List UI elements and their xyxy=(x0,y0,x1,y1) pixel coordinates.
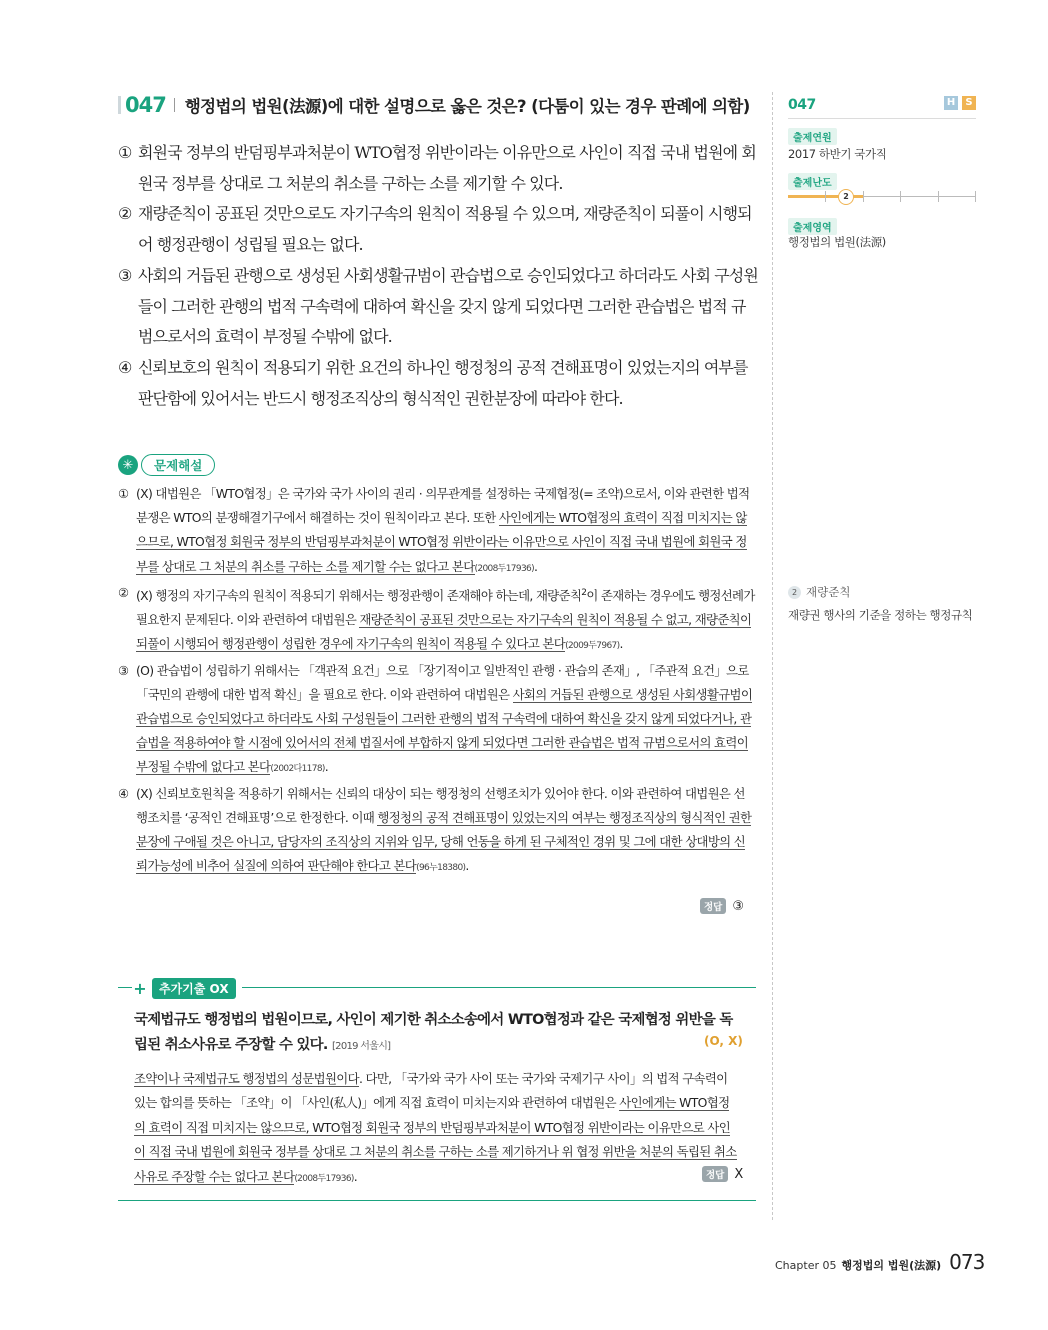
choice-text: 사회의 거듭된 관행으로 생성된 사회생활규범이 관습법으로 승인되었다고 하더라도 사회 구성원들이 그러한 관행의 법적 구속력에 대하여 확신을 갖지 않게 되었다면 그러한 관습법은 법적 규범으로서의 효력이 부정될 수밖에 없다. xyxy=(138,265,758,347)
choice-item xyxy=(118,138,758,199)
side-header-rule xyxy=(788,118,976,119)
choice-item xyxy=(118,353,758,414)
choice-number: ② xyxy=(118,204,132,224)
explanation-header xyxy=(118,454,215,476)
explanation-number: ② xyxy=(118,584,129,600)
side-question-number: 047 xyxy=(788,97,816,113)
extra-answer-value: X xyxy=(734,1166,744,1182)
text-segment: . xyxy=(353,1168,358,1184)
chapter-title: 행정법의 법원(法源) xyxy=(841,1259,942,1272)
difficulty-tick xyxy=(938,191,939,202)
text-segment: 재량준칙이 공표된 것만으로는 자기구속의 원칙이 적용될 수 없고, 재량준칙이 되풀이 시행되어 행정관행이 성립한 경우에 자기구속의 원칙이 적용될 수 있다고 본다 xyxy=(136,612,752,652)
extra-label: 추가기출 OX xyxy=(152,978,236,999)
explanation-text xyxy=(136,659,756,782)
area-block xyxy=(788,216,837,235)
text-segment: 조약이나 국제법규도 행정법의 성문법원이다 xyxy=(134,1071,359,1086)
sparkle-icon: ✳ xyxy=(118,455,138,475)
note-title: 재량준칙 xyxy=(806,585,851,599)
text-segment: (X) 대법원은 「WTO협정」은 국가와 국가 사이의 권리 · 의무관계를 설정하는 국제협정(= 조약)으로서, 이와 관련한 법적 분쟁은 WTO의 분쟁해결기구에서 해결하는 것이 원칙이라고 본다. 또한 xyxy=(136,486,750,526)
text-segment: (X) 행정의 자기구속의 원칙이 적용되기 위해서는 행정관행이 존재해야 하는데, 재량준칙 xyxy=(136,587,582,603)
ox-mark: (O, X) xyxy=(704,1034,743,1048)
answer-row xyxy=(700,898,744,914)
header-bar xyxy=(118,96,121,114)
explanation-text xyxy=(136,482,756,581)
origin-block xyxy=(788,126,837,145)
difficulty-tick xyxy=(975,191,976,202)
text-segment: . xyxy=(619,636,623,652)
extra-header xyxy=(132,978,242,999)
text-segment: (X) 신뢰보호원칙을 적용하기 위해서는 신뢰의 대상이 되는 행정청의 선행조치가 있어야 한다. 이와 관련하여 대법원은 선행조치를 ‘공적인 견해표명’으로 한정한다. 이때 xyxy=(136,785,745,825)
answer-tag: 정답 xyxy=(700,898,726,914)
header-separator xyxy=(174,98,175,112)
explanation-list xyxy=(118,482,756,880)
text-segment: . 다만, 「국가와 국가 사이 또는 국가와 국제기구 사이」의 법적 구속력이 있는 합의를 뜻하는 「조약」이 「사인(私人)」에게 직접 효력이 미치는지와 관련하여 대법원은 xyxy=(134,1071,728,1111)
explanation-item xyxy=(118,581,756,659)
extra-answer-text xyxy=(134,1067,740,1191)
question-header xyxy=(118,92,758,118)
footnote-ref: 2 xyxy=(581,587,587,598)
text-segment: . xyxy=(324,759,329,775)
choice-text: 회원국 정부의 반덤핑부과처분이 WTO협정 위반이라는 이유만으로 사인이 직접 국내 법원에 회원국 정부를 상대로 그 처분의 취소를 구하는 소를 제기할 수 있다. xyxy=(138,143,756,193)
explanation-item xyxy=(118,659,756,782)
explanation-number: ④ xyxy=(118,785,129,801)
question-title: 행정법의 법원(法源)에 대한 설명으로 옳은 것은? (다툼이 있는 경우 판례에 의함) xyxy=(184,97,750,116)
choice-number: ④ xyxy=(118,357,132,377)
column-divider xyxy=(772,92,773,1220)
chapter-number: Chapter 05 xyxy=(775,1259,837,1272)
note-number: 2 xyxy=(788,586,801,599)
origin-label: 출제연원 xyxy=(788,128,837,145)
explanation-label: 문제해설 xyxy=(141,454,215,476)
text-segment: 사회의 거듭된 관행으로 생성된 사회생활규범이 관습법으로 승인되었다고 하더라도 사회 구성원들이 그러한 관행의 법적 구속력에 대하여 확신을 갖지 않게 되었다거나, 관습법을 적용하여야 할 시점에 있어서의 전체 법질서에 부합하지 않게 되었다면 그러한 관습법은 법적 규범으로서의 효력이 부정될 수밖에 없다고 본다 xyxy=(136,686,753,775)
difficulty-tick xyxy=(863,191,864,202)
area-label: 출제영역 xyxy=(788,218,837,235)
extra-answer-row xyxy=(702,1166,743,1182)
difficulty-scale xyxy=(788,189,976,205)
extra-question-source: [2019 서울시] xyxy=(331,1041,391,1052)
choice-item xyxy=(118,199,758,260)
difficulty-block xyxy=(788,171,837,190)
note-text: 재량권 행사의 기준을 정하는 행정규칙 xyxy=(788,608,973,622)
question-number: 047 xyxy=(125,93,166,117)
difficulty-tick xyxy=(825,191,826,202)
page-footer xyxy=(775,1250,984,1274)
badge-h: H xyxy=(944,96,958,110)
choice-text: 재량준칙이 공표된 것만으로도 자기구속의 원칙이 적용될 수 있으며, 재량준칙이 되풀이 시행되어 행정관행이 성립될 필요는 없다. xyxy=(138,204,752,255)
side-header xyxy=(788,94,976,114)
explanation-text xyxy=(136,782,756,881)
text-segment: 행정청의 공적 견해표명이 있었는지의 여부는 행정조직상의 형식적인 권한분장에 구애될 것은 아니고, 담당자의 조직상의 지위와 임무, 당해 언동을 하게 된 구체적인 경위 및 그에 대한 상대방의 신뢰가능성에 비추어 실질에 의하여 판단해야 한다고 본다 xyxy=(136,809,752,874)
difficulty-marker: 2 xyxy=(838,189,854,205)
choice-list xyxy=(118,138,758,414)
explanation-item xyxy=(118,782,756,881)
plus-icon: + xyxy=(133,978,147,998)
explanation-number: ③ xyxy=(118,662,129,678)
choice-number: ① xyxy=(118,143,132,162)
side-note-header xyxy=(788,584,850,600)
difficulty-label: 출제난도 xyxy=(788,173,837,190)
extra-question-text: 국제법규도 행정법의 법원이므로, 사인이 제기한 취소소송에서 WTO협정과 같은 국제협정 위반을 독립된 취소사유로 주장할 수 있다. xyxy=(134,1012,733,1053)
area-value: 행정법의 법원(法源) xyxy=(788,235,886,249)
extra-answer-tag: 정답 xyxy=(702,1166,728,1182)
extra-question xyxy=(134,1008,740,1059)
answer-value: ③ xyxy=(732,898,745,914)
case-number: (2009두7967) xyxy=(565,641,620,652)
case-number: (96누18380) xyxy=(416,863,466,874)
explanation-text xyxy=(136,581,756,659)
extra-bottom-rule xyxy=(118,1200,756,1201)
choice-text: 신뢰보호의 원칙이 적용되기 위한 요건의 하나인 행정청의 공적 견해표명이 있었는지의 여부를 판단함에 있어서는 반드시 행정조직상의 형식적인 권한분장에 따라야 한다. xyxy=(138,357,748,408)
case-number: (2008두17936) xyxy=(474,563,534,574)
choice-number: ③ xyxy=(118,265,132,285)
explanation-item xyxy=(118,482,756,581)
text-segment: 사인에게는 WTO협정의 효력이 직접 미치지는 않으므로, WTO협정 회원국 정부의 반덤핑부과처분이 WTO협정 위반이라는 이유만으로 사인이 직접 국내 법원에 회원국 정부를 상대로 그 처분의 취소를 구하는 소를 제기할 수는 없다고 본다 xyxy=(136,510,747,574)
page-number: 073 xyxy=(949,1250,985,1274)
text-segment: 사인에게는 WTO협정의 효력이 직접 미치지는 않으므로, WTO협정 회원국 정부의 반덤핑부과처분이 WTO협정 위반이라는 이유만으로 사인이 직접 국내 법원에 회원국 정부를 상대로 그 처분의 취소를 구하는 소를 제기하거나 위 협정 위반을 처분의 독립된 취소사유로 주장할 수는 없다고 본다 xyxy=(134,1095,737,1184)
case-number: (2002다1178) xyxy=(270,764,325,775)
choice-item xyxy=(118,261,758,353)
text-segment: . xyxy=(533,558,538,574)
badge-s: S xyxy=(962,96,976,110)
text-segment: . xyxy=(465,858,469,874)
text-segment: (O) 관습법이 성립하기 위해서는 「객관적 요건」으로 「장기적이고 일반적인 관행 · 관습의 존재」, 「주관적 요건」으로 「국민의 관행에 대한 법적 확신」을 필요로 한다. 이와 관련하여 대법원은 xyxy=(136,662,749,702)
difficulty-tick xyxy=(900,191,901,202)
case-number: (2008두17936) xyxy=(294,1173,354,1184)
text-segment: 이 존재하는 경우에도 행정선례가 필요한지 문제된다. 이와 관련하여 대법원은 xyxy=(136,587,755,628)
origin-value: 2017 하반기 국가직 xyxy=(788,147,887,161)
explanation-number: ① xyxy=(118,486,129,501)
